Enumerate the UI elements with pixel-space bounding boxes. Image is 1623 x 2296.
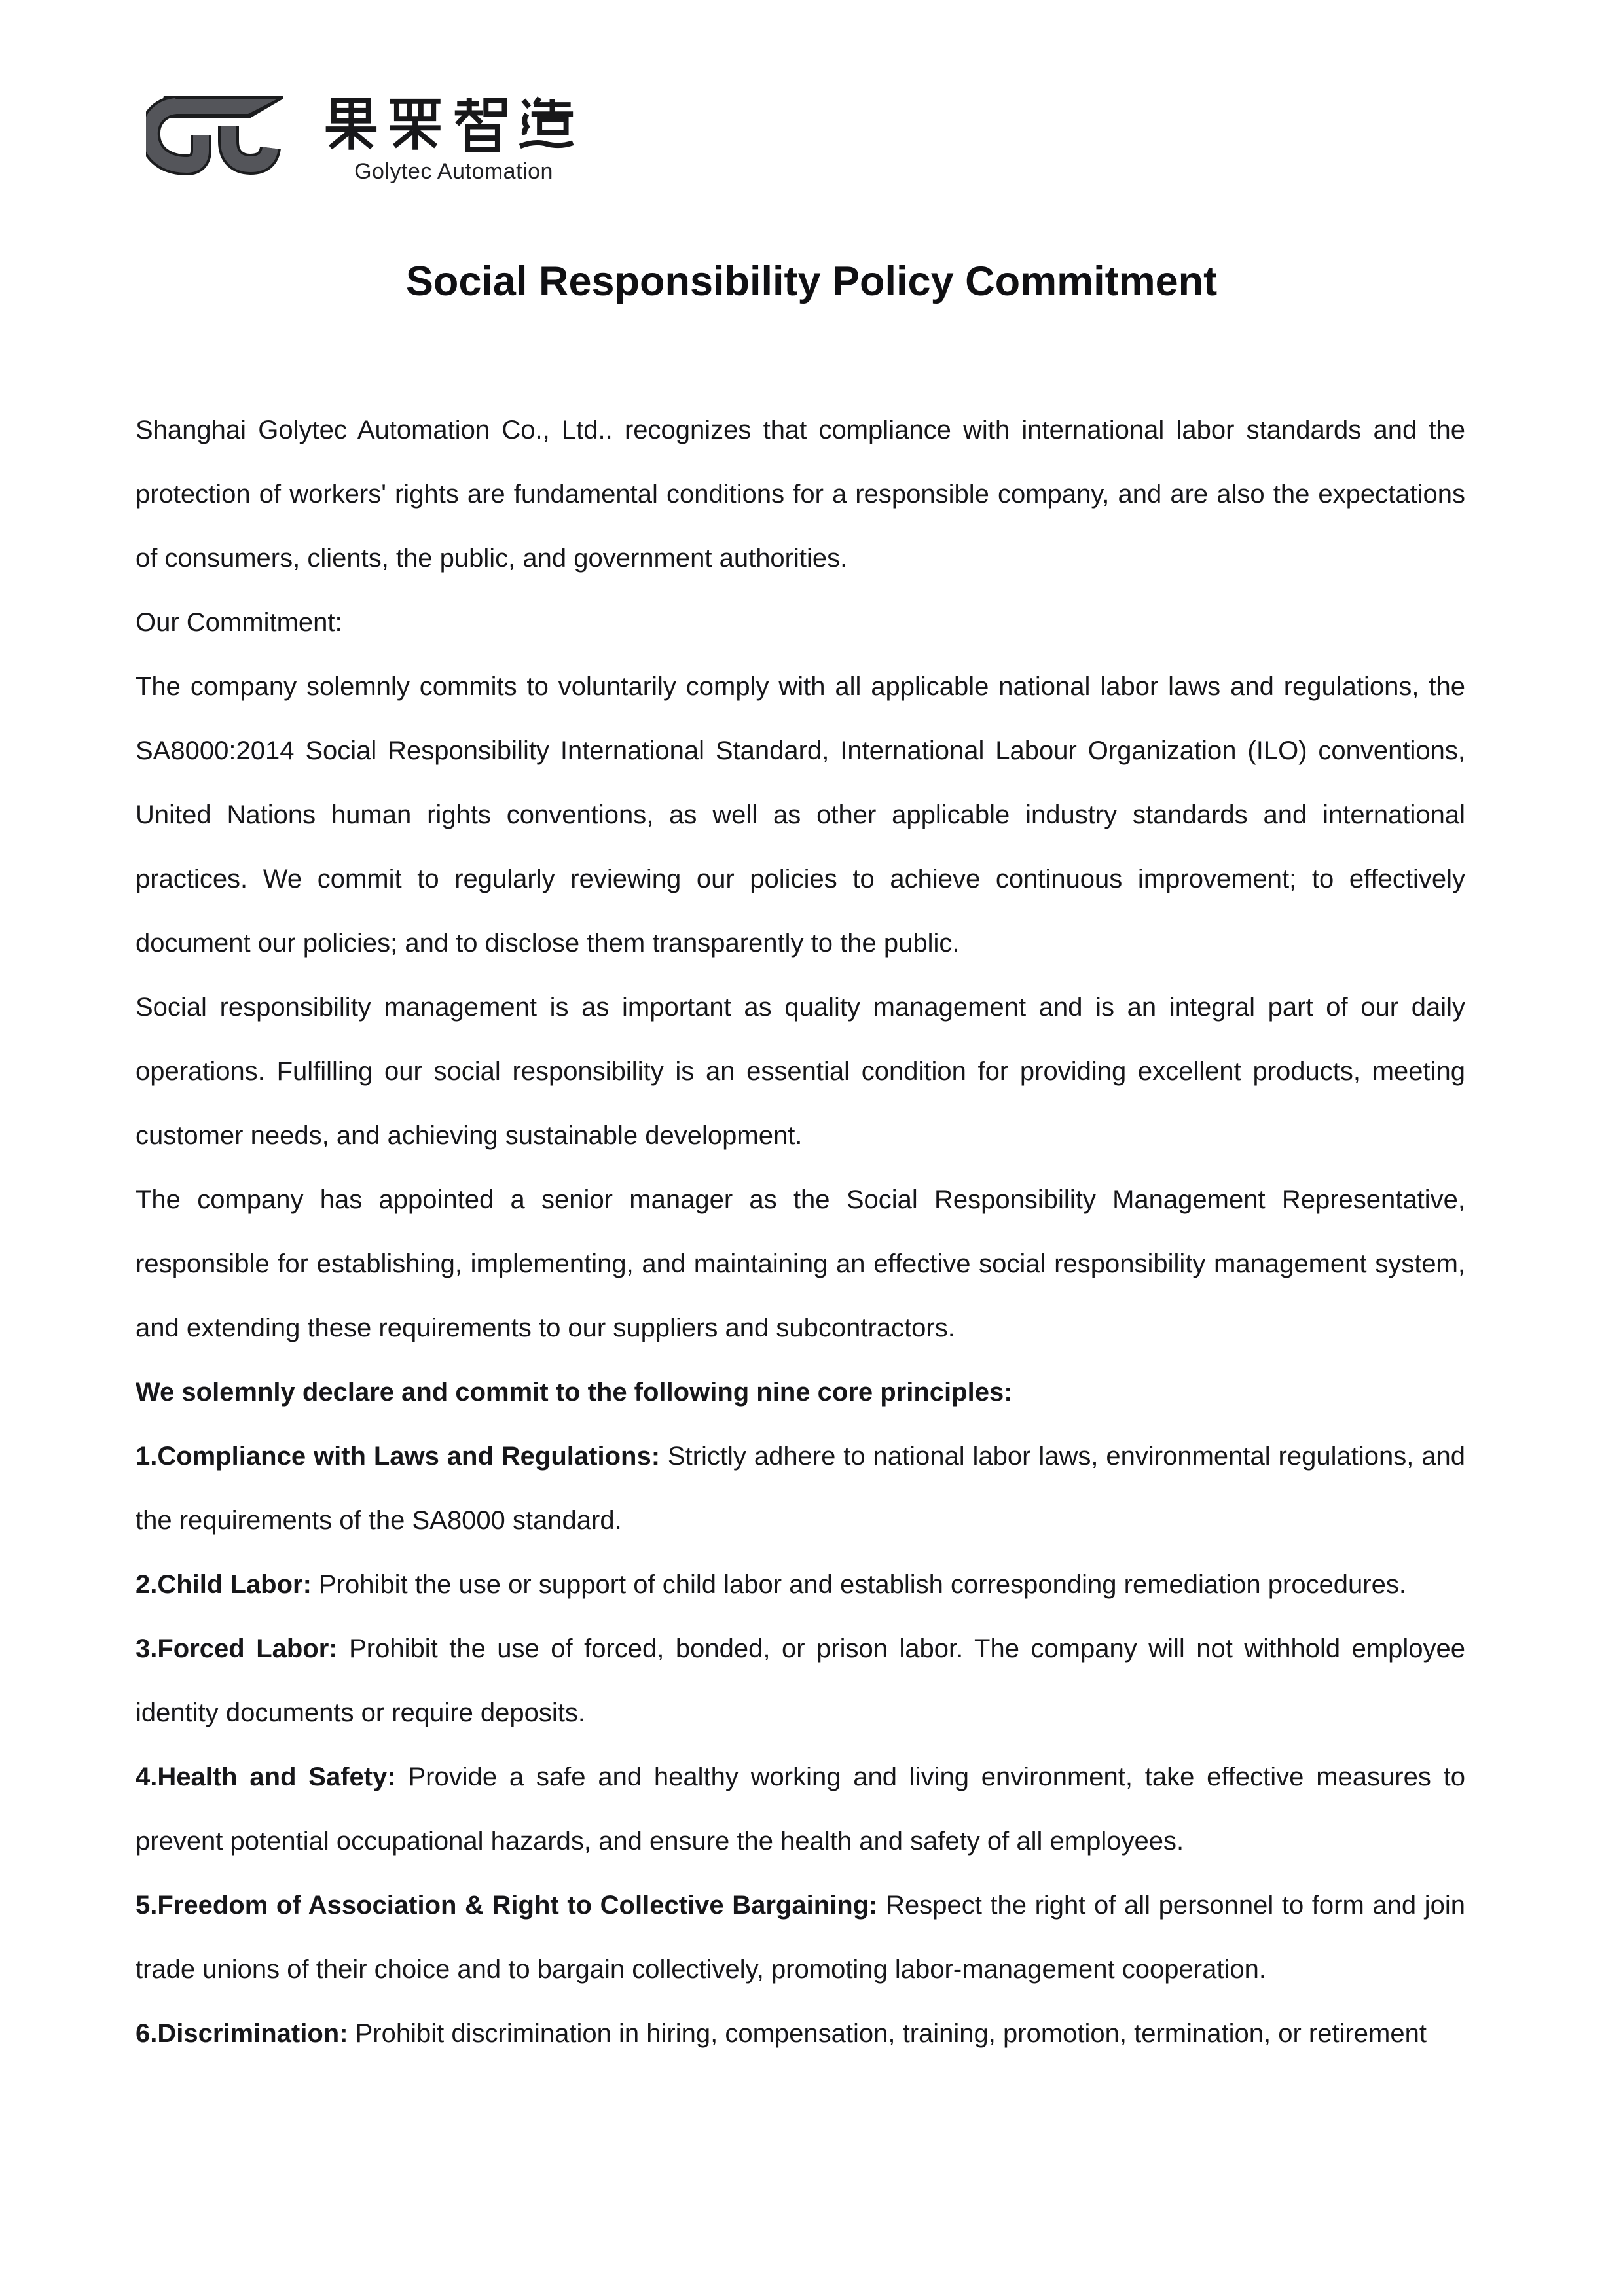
principle-item-2 [136, 1552, 1465, 1617]
paragraph-representative: The company has appointed a senior manager as the Social Responsibility Management Representative, responsible for establishing, implementing, and maintaining an effective social responsibility management system, and extending these requirements to our suppliers and subcontractors. [136, 1185, 1465, 1342]
paragraph-management: Social responsibility management is as important as quality management and is an integral part of our daily operations. Fulfilling our social responsibility is an essential condition for providing excellent products, meeting customer needs, and achieving sustainable development. [136, 993, 1465, 1150]
paragraph-commitment-heading: Our Commitment: [136, 608, 342, 637]
principle-text: Prohibit the use or support of child labor and establish corresponding remediation procedures. [311, 1570, 1406, 1599]
cn-char-zao [520, 98, 573, 147]
principle-item-4 [136, 1745, 1465, 1873]
principle-label: 1.Compliance with Laws and Regulations: [136, 1442, 661, 1471]
principle-text: Strictly adhere to national labor laws, environmental regulations, and the requirements of the SA8000 standard. [136, 1442, 1465, 1535]
principle-text: Respect the right of all personnel to form and join trade unions of their choice and to bargain collectively, promoting labor-management cooperation. [136, 1891, 1465, 1984]
policy-text [136, 398, 1465, 2066]
principle-label: 4.Health and Safety: [136, 1763, 396, 1791]
principle-text: Prohibit the use of forced, bonded, or prison labor. The company will not withhold employee identity documents or require deposits. [136, 1634, 1466, 1727]
principle-item-1 [136, 1424, 1465, 1552]
principle-label: 6.Discrimination: [136, 2019, 348, 2048]
logo-text-block [310, 96, 598, 183]
principle-item-3 [136, 1617, 1465, 1745]
principle-label: 5.Freedom of Association & Right to Collective Bargaining: [136, 1891, 878, 1920]
paragraph-commitment-body: The company solemnly commits to voluntarily comply with all applicable national labor laws and regulations, the SA8000:2014 Social Responsibility International Standard, International Labour Organization (ILO) conventions, United Nations human rights conventions, as well as other applicable industry standards and international practices. We commit to regularly reviewing our policies to achieve continuous improvement; to effectively document our policies; and to disclose them transparently to the public. [136, 672, 1465, 958]
paragraph-principles-intro: We solemnly declare and commit to the following nine core principles: [136, 1378, 1013, 1407]
logo-chinese-name [310, 96, 598, 153]
cn-char-guo [326, 100, 376, 150]
principle-label: 3.Forced Labor: [136, 1634, 338, 1663]
logo-mark-icon [146, 96, 283, 175]
cn-char-zhi [455, 98, 505, 150]
logo-english-name: Golytec Automation [354, 159, 553, 184]
principle-label: 2.Child Labor: [136, 1570, 312, 1599]
paragraph-intro: Shanghai Golytec Automation Co., Ltd.. recognizes that compliance with international labor standards and the protection of workers' rights are fundamental conditions for a responsible company, and are also the expectations of consumers, clients, the public, and government authorities. [136, 416, 1465, 573]
company-logo [146, 96, 598, 183]
principle-text: Prohibit discrimination in hiring, compensation, training, promotion, termination, or retirement [348, 2019, 1427, 2048]
cn-char-li [390, 101, 440, 150]
page-title: Social Responsibility Policy Commitment [405, 259, 1218, 304]
principle-text: Provide a safe and healthy working and living environment, take effective measures to prevent potential occupational hazards, and ensure the health and safety of all employees. [136, 1763, 1465, 1856]
principle-item-5 [136, 1873, 1465, 2001]
principle-item-6 [136, 2001, 1465, 2066]
